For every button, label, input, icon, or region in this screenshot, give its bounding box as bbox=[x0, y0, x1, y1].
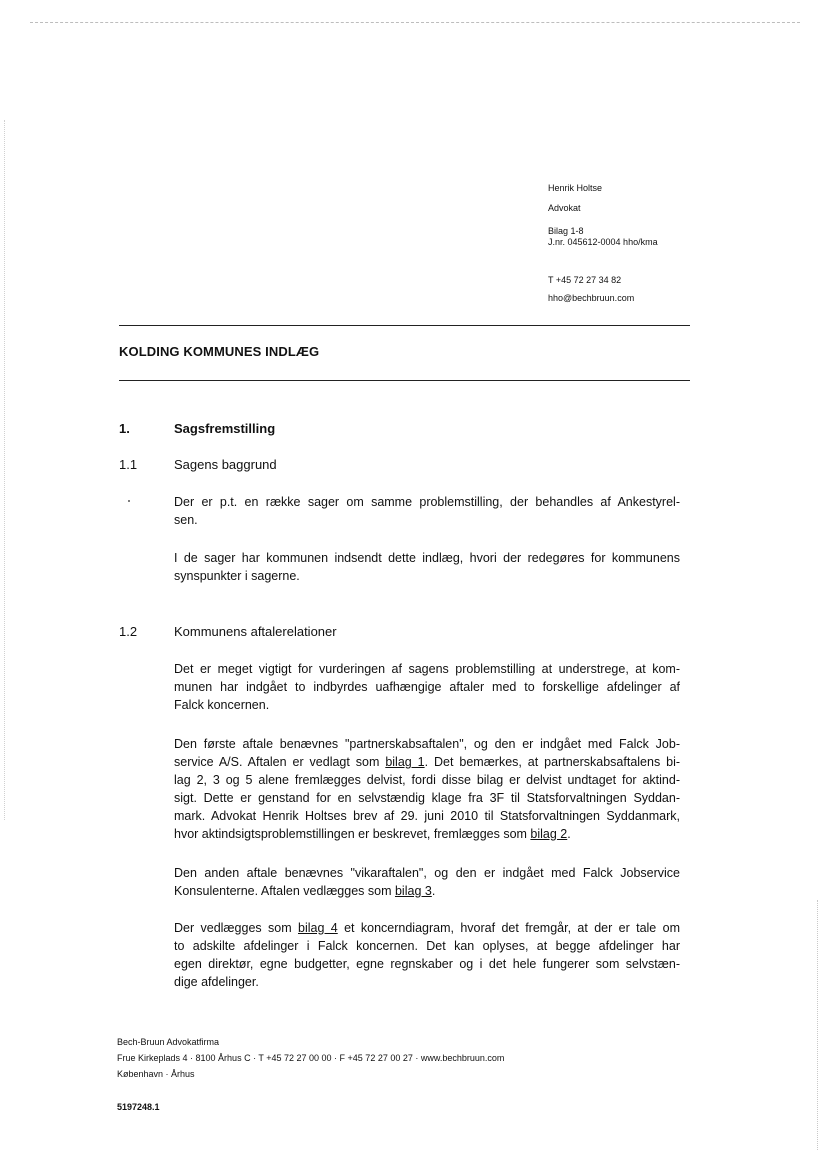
scan-artifact-top bbox=[30, 22, 800, 23]
scan-artifact-right bbox=[817, 900, 818, 1150]
scan-artifact-left bbox=[4, 120, 5, 820]
section-1-2-paragraph-3 bbox=[174, 864, 680, 900]
section-1-1-heading: Sagens baggrund bbox=[174, 457, 277, 472]
text-fragment: . bbox=[431, 884, 436, 898]
text-fragment: . bbox=[567, 827, 571, 841]
text-fragment: . Det bemærkes, at partnerskabsaftalens bi- bbox=[424, 755, 681, 769]
section-1-1-paragraph-2 bbox=[174, 549, 680, 585]
footer-address: Frue Kirkeplads 4 · 8100 Århus C · T +45 72 27 00 00 · F +45 72 27 00 27 · www.bechbruun.com bbox=[117, 1053, 505, 1063]
text-line: dige afdelinger. bbox=[174, 975, 259, 989]
text-line bbox=[174, 919, 680, 937]
sender-email: hho@bechbruun.com bbox=[548, 293, 635, 303]
footer-document-number: 5197248.1 bbox=[117, 1102, 160, 1112]
footer-firm-name: Bech-Bruun Advokatfirma bbox=[117, 1037, 220, 1047]
text-line: synspunkter i sagerne. bbox=[174, 569, 300, 583]
section-1-number: 1. bbox=[119, 421, 130, 436]
text-line: to adskilte afdelinger i Falck koncernen. Det kan oplyses, at begge afdelinger har bbox=[174, 939, 680, 953]
section-1-2-paragraph-1 bbox=[174, 660, 680, 714]
section-1-2-paragraph-2 bbox=[174, 735, 680, 843]
text-line: egen direktør, egne budgetter, egne regnskaber og i det hele fungerer som selvstæn- bbox=[174, 957, 680, 971]
text-fragment: Konsulenterne. Aftalen vedlægges som bbox=[174, 884, 395, 898]
text-fragment: hvor aktindsigtsproblemstillingen er beskrevet, fremlægges som bbox=[174, 827, 531, 841]
sender-title: Advokat bbox=[548, 203, 581, 213]
text-fragment: Der vedlægges som bbox=[174, 921, 298, 935]
sender-name: Henrik Holtse bbox=[548, 183, 603, 193]
text-line: sen. bbox=[174, 513, 198, 527]
sender-phone: T +45 72 27 34 82 bbox=[548, 275, 622, 285]
text-line: Den første aftale benævnes "partnerskabsaftalen", og den er indgået med Falck Job- bbox=[174, 737, 680, 751]
text-line bbox=[174, 825, 680, 843]
section-1-heading: Sagsfremstilling bbox=[174, 421, 276, 436]
bilag-1-link: bilag 1 bbox=[385, 755, 425, 769]
section-1-2-heading: Kommunens aftalerelationer bbox=[174, 624, 337, 639]
text-line: Falck koncernen. bbox=[174, 698, 270, 712]
text-fragment: et koncerndiagram, hvoraf det fremgår, at der er tale om bbox=[337, 921, 680, 935]
bilag-2-link: bilag 2 bbox=[530, 827, 568, 841]
sender-case-number: J.nr. 045612-0004 hho/kma bbox=[548, 237, 658, 247]
text-line: sigt. Dette er genstand for en selvstændig klage fra 3F til Statsforvaltningen Syddan- bbox=[174, 791, 680, 805]
bilag-3-link: bilag 3 bbox=[394, 884, 432, 898]
text-line: Den anden aftale benævnes "vikaraftalen", og den er indgået med Falck Jobservice bbox=[174, 866, 680, 880]
section-1-1-number: 1.1 bbox=[119, 457, 138, 472]
scan-speck bbox=[128, 500, 130, 502]
text-line: lag 2, 3 og 5 alene fremlægges delvist, fordi disse bilag er delvist undtaget for aktind- bbox=[174, 773, 680, 787]
text-line: Det er meget vigtigt for vurderingen af sagens problemstilling at understrege, at kom- bbox=[174, 662, 680, 676]
section-1-2-number: 1.2 bbox=[119, 624, 138, 639]
sender-bilag: Bilag 1-8 bbox=[548, 226, 584, 236]
text-line: mark. Advokat Henrik Holtses brev af 29. juni 2010 til Statsforvaltningen Syddanmark, bbox=[174, 809, 680, 823]
divider-top bbox=[119, 325, 690, 326]
footer-cities: København · Århus bbox=[117, 1069, 195, 1079]
text-line bbox=[174, 882, 680, 900]
section-1-2-paragraph-4 bbox=[174, 919, 680, 991]
text-line: I de sager har kommunen indsendt dette indlæg, hvori der redegøres for kommunens bbox=[174, 551, 680, 565]
text-line bbox=[174, 753, 680, 771]
text-fragment: service A/S. Aftalen er vedlagt som bbox=[174, 755, 386, 769]
section-1-1-paragraph-1 bbox=[174, 493, 680, 529]
divider-bottom bbox=[119, 380, 690, 381]
bilag-4-link: bilag 4 bbox=[298, 921, 338, 935]
text-line: Der er p.t. en række sager om samme problemstilling, der behandles af Ankestyrel- bbox=[174, 495, 680, 509]
text-line: munen har indgået to indbyrdes uafhængige aftaler med to forskellige afdelinger af bbox=[174, 680, 680, 694]
document-title: KOLDING KOMMUNES INDLÆG bbox=[119, 344, 320, 359]
